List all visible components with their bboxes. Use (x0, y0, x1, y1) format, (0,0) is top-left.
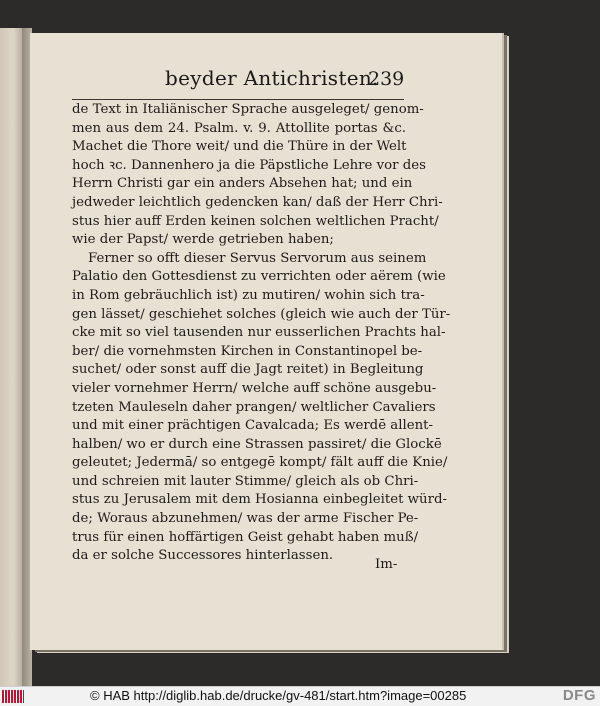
left-page-edge (0, 28, 22, 688)
text-line: de Text in Italiänischer Sprache ausgeleget/ genom- (72, 102, 424, 117)
text-line: Herrn Christi gar ein anders Absehen hat; und ein (72, 176, 413, 192)
text-line: vieler vornehmer Herrn/ welche auff schöne ausgebu- (72, 380, 437, 396)
text-line: stus zu Jerusalem mit dem Hosianna einbegleitet würd- (72, 492, 447, 508)
text-line: trus für einen hoffärtigen Geist gehabt haben muß/ (72, 529, 419, 545)
text-line: Machet die Thore weit/ und die Thüre in der Welt (72, 139, 407, 155)
text-line: und mit einer prächtigen Cavalcada; Es werdē allent- (72, 418, 433, 434)
text-line: Ferner so offt dieser Servus Servorum aus seinem (88, 250, 427, 266)
page-number: 239 (368, 68, 405, 90)
text-line: und schreien mit lauter Stimme/ gleich als ob Chri- (72, 473, 419, 489)
text-line: da er solche Successores hinterlassen. (72, 548, 334, 564)
text-line: hoch ꝛc. Dannenhero ja die Päpstliche Lehre vor des (72, 157, 426, 173)
dfg-logo: DFG (562, 687, 596, 704)
running-head: beyder Antichristen. (165, 66, 379, 90)
text-line: halben/ wo er durch eine Strassen passiret/ die Glockē (72, 436, 442, 452)
text-line: de; Woraus abzunehmen/ was der arme Fischer Pe- (72, 511, 419, 527)
footer-link[interactable]: © HAB http://diglib.hab.de/drucke/gv-481/start.htm?image=00285 (90, 688, 467, 703)
text-line: ber/ die vornehmsten Kirchen in Constantinopel be- (72, 343, 423, 359)
text-line: men aus dem 24. Psalm. v. 9. Attollite portas &c. (72, 120, 406, 136)
body-text (72, 101, 451, 566)
text-line: Palatio den Gottesdienst zu verrichten oder aërem (wie (72, 269, 446, 285)
page-header (165, 64, 410, 98)
text-line: in Rom gebräuchlich ist) zu mutiren/ wohin sich tra- (72, 287, 425, 303)
text-line: stus hier auff Erden keinen solchen weltlichen Pracht/ (72, 213, 439, 229)
text-line: tzeten Mauleseln daher prangen/ weltlicher Cavaliers (72, 399, 436, 415)
text-line: suchet/ oder sonst auff die Jagt reitet) in Begleitung (72, 362, 424, 378)
text-line: gen lässet/ geschiehet solches (gleich wie auch der Tür- (72, 306, 451, 322)
text-line: jedweder leichtlich gedencken kan/ daß der Herr Chri- (72, 194, 443, 210)
viewer-footer (0, 686, 600, 706)
text-line: geleutet; Jedermā/ so entgegē kompt/ fält auff die Knie/ (72, 455, 448, 471)
text-line: cke mit so viel tausenden nur eusserlichen Prachts hal- (72, 325, 446, 341)
header-rule (72, 99, 404, 100)
catchword: Im- (375, 557, 398, 572)
hab-logo-icon (2, 690, 24, 703)
text-line: wie der Papst/ werde getrieben haben; (72, 232, 334, 248)
